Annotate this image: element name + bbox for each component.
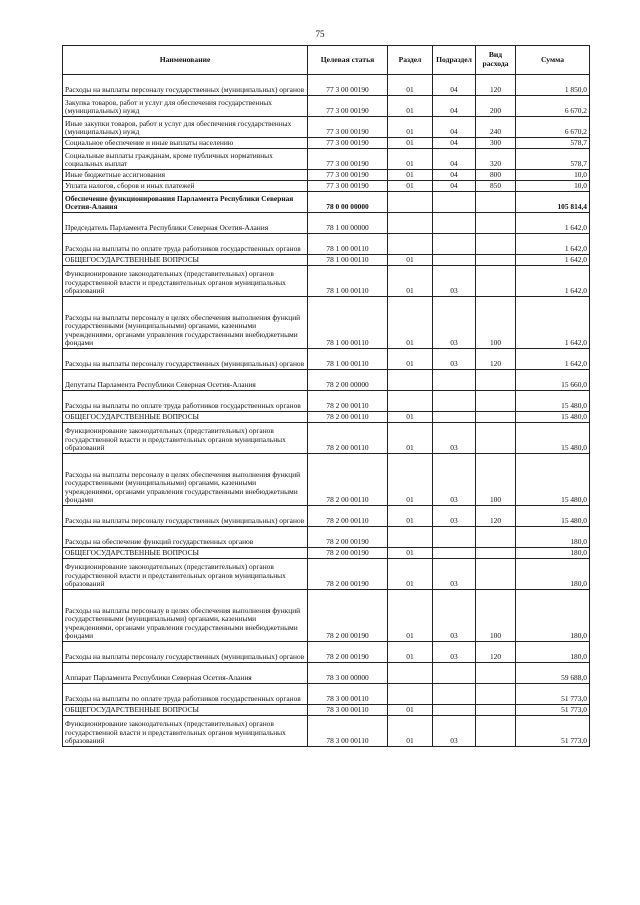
table-row — [63, 234, 590, 255]
header-section: Раздел — [388, 46, 433, 75]
cell-expense-type — [476, 266, 516, 297]
cell-subsection — [433, 370, 476, 391]
page-number: 75 — [315, 29, 325, 39]
cell-expense-type: 320 — [476, 149, 516, 170]
cell-section — [388, 391, 433, 412]
cell-name: Председатель Парламента Республики Северная Осетия-Алания — [63, 213, 308, 234]
table-row — [63, 391, 590, 412]
cell-name: Расходы на выплаты персоналу в целях обеспечения выполнения функций государственными (муниципальными) органами, казенными учреждениями, органами управления государственными внебюджетными фондами — [63, 454, 308, 506]
cell-section — [388, 684, 433, 705]
cell-name: ОБЩЕГОСУДАРСТВЕННЫЕ ВОПРОСЫ — [63, 412, 308, 423]
cell-expense-type — [476, 423, 516, 454]
table-row — [63, 213, 590, 234]
cell-name: Функционирование законодательных (представительных) органов государственной власти и представительных органов муниципальных образований — [63, 423, 308, 454]
cell-sum: 180,0 — [516, 642, 590, 663]
cell-section: 01 — [388, 423, 433, 454]
cell-subsection — [433, 213, 476, 234]
cell-sum: 10,0 — [516, 181, 590, 192]
cell-code: 78 0 00 00000 — [308, 192, 388, 213]
cell-code: 77 3 00 00190 — [308, 117, 388, 138]
cell-name: Расходы на выплаты персоналу в целях обеспечения выполнения функций государственными (муниципальными) органами, казенными учреждениями, органами управления государственными внебюджетными фондами — [63, 590, 308, 642]
cell-expense-type: 120 — [476, 506, 516, 527]
table-row — [63, 506, 590, 527]
cell-expense-type: 120 — [476, 349, 516, 370]
cell-subsection — [433, 192, 476, 213]
cell-code: 77 3 00 00190 — [308, 170, 388, 181]
cell-sum: 6 670,2 — [516, 96, 590, 117]
cell-name: Иные закупки товаров, работ и услуг для обеспечения государственных (муниципальных) нужд — [63, 117, 308, 138]
table-row — [63, 684, 590, 705]
cell-code: 78 2 00 00190 — [308, 590, 388, 642]
cell-subsection: 03 — [433, 266, 476, 297]
table-row — [63, 96, 590, 117]
cell-code: 78 2 00 00110 — [308, 391, 388, 412]
cell-section: 01 — [388, 454, 433, 506]
cell-name: Функционирование законодательных (представительных) органов государственной власти и представительных органов муниципальных образований — [63, 559, 308, 590]
cell-sum: 1 642,0 — [516, 213, 590, 234]
cell-expense-type — [476, 213, 516, 234]
cell-name: Обеспечение функционирования Парламента Республики Северная Осетия-Алания — [63, 192, 308, 213]
cell-sum: 180,0 — [516, 548, 590, 559]
cell-subsection: 03 — [433, 506, 476, 527]
cell-subsection — [433, 527, 476, 548]
cell-expense-type — [476, 559, 516, 590]
table-row — [63, 349, 590, 370]
table-row — [63, 297, 590, 349]
cell-name: Функционирование законодательных (представительных) органов государственной власти и представительных органов муниципальных образований — [63, 266, 308, 297]
cell-expense-type — [476, 684, 516, 705]
cell-expense-type: 100 — [476, 297, 516, 349]
cell-expense-type: 800 — [476, 170, 516, 181]
cell-code: 78 2 00 00190 — [308, 559, 388, 590]
cell-sum: 180,0 — [516, 527, 590, 548]
cell-section: 01 — [388, 548, 433, 559]
cell-name: Расходы на выплаты персоналу государственных (муниципальных) органов — [63, 75, 308, 96]
cell-code: 78 1 00 00110 — [308, 349, 388, 370]
cell-code: 78 1 00 00110 — [308, 234, 388, 255]
cell-section: 01 — [388, 181, 433, 192]
cell-section: 01 — [388, 266, 433, 297]
cell-section: 01 — [388, 716, 433, 747]
cell-code: 77 3 00 00190 — [308, 149, 388, 170]
cell-section: 01 — [388, 117, 433, 138]
cell-code: 78 2 00 00110 — [308, 423, 388, 454]
cell-sum: 1 642,0 — [516, 234, 590, 255]
cell-sum: 1 642,0 — [516, 266, 590, 297]
table-row — [63, 559, 590, 590]
cell-sum: 578,7 — [516, 138, 590, 149]
cell-name: Расходы на выплаты по оплате труда работников государственных органов — [63, 684, 308, 705]
cell-subsection: 04 — [433, 75, 476, 96]
cell-code: 78 3 00 00110 — [308, 716, 388, 747]
cell-name: ОБЩЕГОСУДАРСТВЕННЫЕ ВОПРОСЫ — [63, 255, 308, 266]
cell-section: 01 — [388, 506, 433, 527]
cell-section: 01 — [388, 642, 433, 663]
cell-expense-type: 240 — [476, 117, 516, 138]
header-sum: Сумма — [516, 46, 590, 75]
cell-section — [388, 234, 433, 255]
table-row — [63, 370, 590, 391]
cell-name: Функционирование законодательных (представительных) органов государственной власти и представительных органов муниципальных образований — [63, 716, 308, 747]
table-row — [63, 663, 590, 684]
cell-subsection: 03 — [433, 642, 476, 663]
cell-section: 01 — [388, 96, 433, 117]
cell-section — [388, 663, 433, 684]
cell-name: Аппарат Парламента Республики Северная Осетия-Алания — [63, 663, 308, 684]
cell-sum: 51 773,0 — [516, 716, 590, 747]
cell-code: 78 1 00 00000 — [308, 213, 388, 234]
cell-expense-type — [476, 391, 516, 412]
cell-subsection: 04 — [433, 117, 476, 138]
cell-code: 78 2 00 00110 — [308, 412, 388, 423]
cell-code: 78 2 00 00190 — [308, 548, 388, 559]
cell-expense-type: 200 — [476, 96, 516, 117]
cell-section — [388, 370, 433, 391]
cell-code: 77 3 00 00190 — [308, 138, 388, 149]
cell-expense-type — [476, 255, 516, 266]
cell-expense-type: 120 — [476, 642, 516, 663]
header-code: Целевая статья — [308, 46, 388, 75]
cell-subsection: 03 — [433, 559, 476, 590]
table-row — [63, 716, 590, 747]
cell-subsection: 03 — [433, 297, 476, 349]
cell-sum: 578,7 — [516, 149, 590, 170]
cell-section — [388, 527, 433, 548]
header-expense-type: Вид расхода — [476, 46, 516, 75]
budget-table — [62, 45, 590, 747]
cell-subsection — [433, 234, 476, 255]
cell-subsection — [433, 255, 476, 266]
cell-expense-type — [476, 663, 516, 684]
cell-code: 78 1 00 00110 — [308, 297, 388, 349]
cell-code: 78 2 00 00190 — [308, 527, 388, 548]
table-row — [63, 527, 590, 548]
cell-sum: 6 670,2 — [516, 117, 590, 138]
cell-subsection — [433, 705, 476, 716]
cell-subsection: 03 — [433, 349, 476, 370]
cell-section: 01 — [388, 705, 433, 716]
cell-name: Расходы на обеспечение функций государственных органов — [63, 527, 308, 548]
cell-section: 01 — [388, 170, 433, 181]
cell-expense-type — [476, 548, 516, 559]
cell-expense-type — [476, 234, 516, 255]
table-row — [63, 181, 590, 192]
cell-sum: 180,0 — [516, 559, 590, 590]
cell-code: 78 2 00 00000 — [308, 370, 388, 391]
cell-subsection — [433, 548, 476, 559]
cell-code: 77 3 00 00190 — [308, 181, 388, 192]
cell-sum: 15 480,0 — [516, 506, 590, 527]
cell-sum: 51 773,0 — [516, 705, 590, 716]
cell-sum: 51 773,0 — [516, 684, 590, 705]
cell-code: 78 1 00 00110 — [308, 266, 388, 297]
cell-code: 78 3 00 00110 — [308, 684, 388, 705]
cell-name: Расходы на выплаты персоналу государственных (муниципальных) органов — [63, 642, 308, 663]
cell-expense-type: 100 — [476, 454, 516, 506]
cell-section: 01 — [388, 255, 433, 266]
cell-subsection — [433, 391, 476, 412]
cell-sum: 105 814,4 — [516, 192, 590, 213]
cell-sum: 15 480,0 — [516, 423, 590, 454]
cell-name: Уплата налогов, сборов и иных платежей — [63, 181, 308, 192]
table-row — [63, 412, 590, 423]
table-row — [63, 149, 590, 170]
cell-sum: 1 642,0 — [516, 349, 590, 370]
cell-sum: 15 480,0 — [516, 391, 590, 412]
cell-expense-type — [476, 716, 516, 747]
cell-section — [388, 192, 433, 213]
table-row — [63, 192, 590, 213]
cell-expense-type: 120 — [476, 75, 516, 96]
cell-sum: 15 480,0 — [516, 412, 590, 423]
cell-name: Иные бюджетные ассигнования — [63, 170, 308, 181]
table-row — [63, 138, 590, 149]
cell-code: 77 3 00 00190 — [308, 75, 388, 96]
cell-subsection: 04 — [433, 149, 476, 170]
cell-expense-type — [476, 412, 516, 423]
cell-sum: 10,0 — [516, 170, 590, 181]
cell-subsection — [433, 412, 476, 423]
cell-sum: 59 688,0 — [516, 663, 590, 684]
cell-subsection: 04 — [433, 96, 476, 117]
cell-sum: 15 660,0 — [516, 370, 590, 391]
cell-code: 77 3 00 00190 — [308, 96, 388, 117]
table-row — [63, 423, 590, 454]
cell-name: Закупка товаров, работ и услуг для обеспечения государственных (муниципальных) нужд — [63, 96, 308, 117]
cell-code: 78 3 00 00000 — [308, 663, 388, 684]
table-header-row — [63, 46, 590, 75]
cell-subsection: 03 — [433, 454, 476, 506]
table-row — [63, 454, 590, 506]
cell-expense-type — [476, 370, 516, 391]
table-row — [63, 642, 590, 663]
cell-name: Расходы на выплаты по оплате труда работников государственных органов — [63, 234, 308, 255]
cell-name: Расходы на выплаты персоналу в целях обеспечения выполнения функций государственными (муниципальными) органами, казенными учреждениями, органами управления государственными внебюджетными фондами — [63, 297, 308, 349]
table-row — [63, 255, 590, 266]
cell-section: 01 — [388, 349, 433, 370]
cell-code: 78 3 00 00110 — [308, 705, 388, 716]
cell-expense-type: 100 — [476, 590, 516, 642]
cell-section: 01 — [388, 590, 433, 642]
table-row — [63, 75, 590, 96]
table-row — [63, 266, 590, 297]
cell-name: Депутаты Парламента Республики Северная Осетия-Алания — [63, 370, 308, 391]
cell-section: 01 — [388, 412, 433, 423]
cell-expense-type: 300 — [476, 138, 516, 149]
table-row — [63, 170, 590, 181]
table-row — [63, 548, 590, 559]
cell-code: 78 2 00 00110 — [308, 454, 388, 506]
cell-subsection — [433, 684, 476, 705]
cell-sum: 1 642,0 — [516, 297, 590, 349]
header-subsection: Подраздел — [433, 46, 476, 75]
header-name: Наименование — [63, 46, 308, 75]
cell-section: 01 — [388, 297, 433, 349]
cell-code: 78 1 00 00110 — [308, 255, 388, 266]
cell-subsection: 04 — [433, 181, 476, 192]
cell-name: Расходы на выплаты персоналу государственных (муниципальных) органов — [63, 506, 308, 527]
cell-expense-type — [476, 192, 516, 213]
cell-section: 01 — [388, 149, 433, 170]
cell-expense-type: 850 — [476, 181, 516, 192]
cell-section: 01 — [388, 559, 433, 590]
table-row — [63, 117, 590, 138]
cell-expense-type — [476, 527, 516, 548]
cell-sum: 180,0 — [516, 590, 590, 642]
cell-subsection — [433, 663, 476, 684]
cell-code: 78 2 00 00110 — [308, 506, 388, 527]
cell-subsection: 03 — [433, 423, 476, 454]
cell-section: 01 — [388, 138, 433, 149]
cell-expense-type — [476, 705, 516, 716]
cell-name: Расходы на выплаты по оплате труда работников государственных органов — [63, 391, 308, 412]
table-row — [63, 705, 590, 716]
cell-name: ОБЩЕГОСУДАРСТВЕННЫЕ ВОПРОСЫ — [63, 548, 308, 559]
cell-subsection: 04 — [433, 170, 476, 181]
cell-section: 01 — [388, 75, 433, 96]
cell-section — [388, 213, 433, 234]
cell-code: 78 2 00 00190 — [308, 642, 388, 663]
cell-sum: 1 850,0 — [516, 75, 590, 96]
cell-subsection: 04 — [433, 138, 476, 149]
cell-name: Расходы на выплаты персоналу государственных (муниципальных) органов — [63, 349, 308, 370]
cell-subsection: 03 — [433, 716, 476, 747]
cell-subsection: 03 — [433, 590, 476, 642]
cell-name: Социальные выплаты гражданам, кроме публичных нормативных социальных выплат — [63, 149, 308, 170]
table-row — [63, 590, 590, 642]
cell-sum: 15 480,0 — [516, 454, 590, 506]
cell-name: ОБЩЕГОСУДАРСТВЕННЫЕ ВОПРОСЫ — [63, 705, 308, 716]
cell-name: Социальное обеспечение и иные выплаты населению — [63, 138, 308, 149]
cell-sum: 1 642,0 — [516, 255, 590, 266]
